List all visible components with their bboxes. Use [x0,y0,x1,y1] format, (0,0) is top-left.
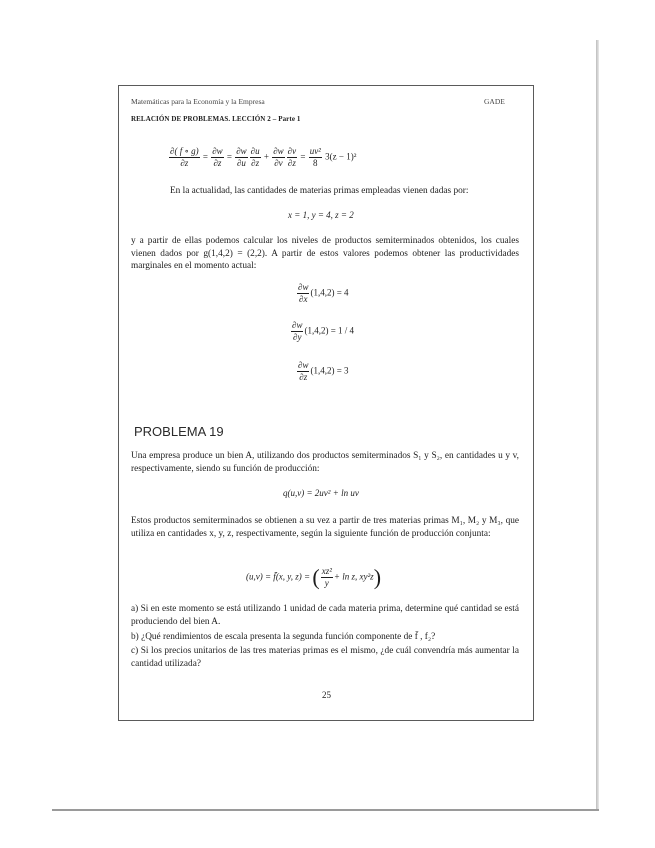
question-c: c) Si los precios unitarios de las tres materias primas es el mismo, ¿de cuál convendría más aumentar la cantidad utilizada? [131,646,519,669]
header-course: Matemáticas para la Economía y la Empresa [131,97,265,106]
paragraph-empresa: Una empresa produce un bien A, utilizando dos productos semiterminados S₁ y S₂, en cantidades u y v, respectivamente, siendo su función de producción: [131,451,519,474]
marginal-dy: $\frac{\partial w}{\partial y}$ (1,4,2) = 1 / 4 [292,320,355,342]
paragraph-a-partir: y a partir de ellas podemos calcular los niveles de productos semiterminados obtenidos, los cuales vienen dados por g(1,4,2) = (2,2). A partir de estos valores podemos obtener las productividades marginales en el momento actual: [131,236,519,272]
marginal-dx: $\frac{\partial w}{\partial x}$ (1,4,2) = 4 [298,282,349,304]
paragraph-actualidad: En la actualidad, las cantidades de materias primas empleadas vienen dadas por: [170,186,469,196]
header-degree: GADE [484,97,505,106]
problem-title: PROBLEMA 19 [134,424,224,439]
production-function: q(u,v) = 2uv² + ln uv [283,488,359,498]
scan-edge-right [596,40,599,810]
question-b: b) ¿Qué rendimientos de escala presenta la segunda función componente de f̄ , f₂? [131,632,436,642]
page-number: 25 [322,690,331,700]
marginal-dz: $\frac{\partial w}{\partial z}$ (1,4,2) = 3 [298,360,349,382]
chain-rule-equation: $\frac{\partial( f \circ g)}{\partial z}$ = $\frac{\partial w}{\partial z}$ = $\frac{\partial w}{\partial u}$ $\frac{\partial u}{\partial z}$ + $\frac{\partial w}{\partial v}$ $\frac{\partial v}{\partial z}$ = $\frac{\text{uv²}}{8}$ 3(z − 1)² [170,146,357,168]
values-equation: x = 1, y = 4, z = 2 [288,210,354,220]
joint-production-function: (u,v) = f̄(x, y, z) = ( $\frac{\text{xz²}}{y}$ + ln z, xy²z) [246,564,382,590]
scan-edge-bottom [52,809,599,811]
header-subtitle: RELACIÓN DE PROBLEMAS. LECCIÓN 2 – Parte 1 [131,115,301,123]
question-a: a) Si en este momento se está utilizando 1 unidad de cada materia prima, determine qué cantidad se está produciendo del bien A. [131,604,519,627]
paragraph-estos: Estos productos semiterminados se obtienen a su vez a partir de tres materias primas M₁, M₂ y M₃, que utiliza en cantidades x, y, z, respectivamente, según la siguiente función de producción conjunta: [131,516,519,539]
